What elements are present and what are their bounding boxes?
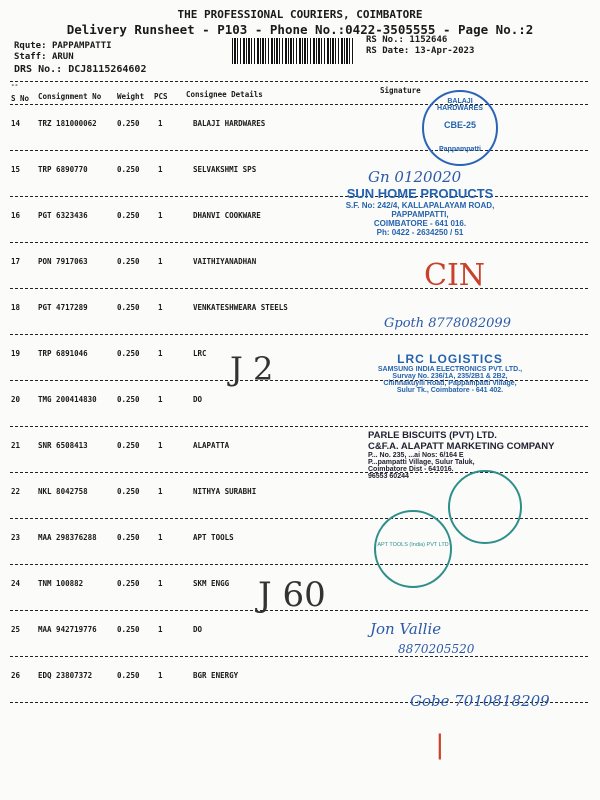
handwritten-r20: J 2 [230,350,274,388]
row-pcs: 1 [158,165,163,174]
route-label: Rqute: [14,41,47,51]
apt-stamp [374,510,452,588]
row-consignee: ALAPATTA [193,441,230,450]
row-sno: 21 [11,441,21,450]
staff-label: Staff: [14,52,47,62]
row-weight: 0.250 [117,119,140,128]
divider [10,426,588,427]
row-consignee: BGR ENERGY [193,671,239,680]
parle-stamp [368,430,568,480]
sun-home-name: SUN HOME PRODUCTS [346,186,494,201]
handwritten-r25b: Jon Vallie [370,620,442,638]
row-sno: 16 [11,211,21,220]
row-weight: 0.250 [117,257,140,266]
company-title: THE PROFESSIONAL COURIERS, COIMBATORE [177,8,423,21]
header-dashes: -- [11,82,19,89]
handwritten-r25a: J 60 [258,575,326,615]
parle-line2: C&F.A. ALAPATT MARKETING COMPANY [368,441,555,452]
row-consignee: SKM ENGG [193,579,230,588]
row-sno: 15 [11,165,21,174]
drs-value: DCJ8115264602 [68,64,147,75]
sun-home-line4: Ph: 0422 - 2634250 / 51 [376,228,464,237]
row-consignment: PGT 4717289 [38,303,88,312]
row-consignee: DO [193,395,203,404]
row-consignee: BALAJI HARDWARES [193,119,266,128]
col-details: Consignee Details [186,90,263,99]
row-pcs: 1 [158,303,163,312]
table-row [0,612,600,658]
row-sno: 18 [11,303,21,312]
row-sno: 25 [11,625,21,634]
row-consignee: NITHYA SURABHI [193,487,257,496]
row-pcs: 1 [158,579,163,588]
row-weight: 0.250 [117,441,140,450]
row-weight: 0.250 [117,533,140,542]
row-sno: 19 [11,349,21,358]
row-weight: 0.250 [117,349,140,358]
rs-date-line [366,46,474,56]
sun-home-stamp [335,186,505,237]
row-weight: 0.250 [117,579,140,588]
sun-home-line1: S.F. No: 242/4, KALLAPALAYAM ROAD, [345,201,495,210]
row-sno: 17 [11,257,21,266]
divider [10,564,588,565]
row-pcs: 1 [158,349,163,358]
row-consignee: LRC [193,349,207,358]
parle-line4: P...pampatti Village, Sulur Taluk, [368,459,475,466]
row-consignment: SNR 6508413 [38,441,88,450]
row-consignee: SELVAKSHMI SPS [193,165,257,174]
nithya-stamp [448,470,522,544]
handwritten-r18: Gpoth 8778082099 [384,316,511,331]
row-sno: 26 [11,671,21,680]
handwritten-r25c: 8870205520 [398,642,475,656]
divider [10,334,588,335]
parle-line5: Coimbatore Dist - 641016. [368,466,454,473]
row-pcs: 1 [158,625,163,634]
row-sno: 23 [11,533,21,542]
rs-no-label: RS No.: [366,35,404,45]
row-consignee: VENKATESHWEARA STEELS [193,303,288,312]
balaji-stamp [422,90,498,166]
rs-no-line [366,35,447,45]
barcode [232,38,354,64]
divider [10,81,588,82]
lrc-line2: Survay No. 236/1A, 235/2B1 & 2B2, [392,373,508,380]
row-weight: 0.250 [117,211,140,220]
row-weight: 0.250 [117,165,140,174]
balaji-stamp-bottom: Pappampatti [438,146,481,153]
rs-date-label: RS Date: [366,46,410,56]
divider [10,242,588,243]
row-consignment: TNM 100882 [38,579,84,588]
row-pcs: 1 [158,395,163,404]
row-weight: 0.250 [117,487,140,496]
col-weight: Weight [117,92,145,101]
runsheet-title: Delivery Runsheet - P103 - Phone No.:0422-3505555 - Page No.:2 [66,22,534,37]
lrc-line3: Chinnakuyili Road, Pappampatti Village, [383,380,517,387]
row-pcs: 1 [158,257,163,266]
drs-label: DRS No.: [14,64,63,75]
staff-value: ARUN [51,52,74,62]
rs-date-value: 13-Apr-2023 [414,46,475,56]
row-pcs: 1 [158,441,163,450]
parle-line6: 96553 60244 [368,473,409,480]
divider [10,288,588,289]
row-consignment: PGT 6323436 [38,211,88,220]
row-sno: 24 [11,579,21,588]
row-consignment: TMG 200414830 [38,395,97,404]
table-row [0,244,600,290]
parle-line3: P... No. 235, ...ai Nos: 6/164 E [368,452,464,459]
divider [10,656,588,657]
row-consignment: NKL 8042758 [38,487,88,496]
row-sno: 20 [11,395,21,404]
balaji-stamp-top: BALAJI HARDWARES [437,98,483,112]
row-consignment: EDQ 23807372 [38,671,93,680]
lrc-stamp [360,352,540,394]
table-row [0,152,600,198]
staff-line [14,52,74,62]
divider [10,150,588,151]
row-consignee: DO [193,625,203,634]
divider [10,104,588,105]
row-consignment: TRP 6890770 [38,165,88,174]
col-sno: S No [11,94,30,103]
handwritten-r15: Gn 0120020 [368,168,462,186]
row-pcs: 1 [158,211,163,220]
row-weight: 0.250 [117,671,140,680]
col-consignment: Consignment No [38,92,102,101]
route-value: PAPPAMPATTI [51,41,112,51]
row-pcs: 1 [158,119,163,128]
row-consignee: VAITHIYANADHAN [193,257,257,266]
row-consignee: DHANVI COOKWARE [193,211,261,220]
row-consignment: TRZ 181000062 [38,119,97,128]
lrc-line4: Sulur Tk., Coimbatore - 641 402. [396,387,504,394]
drs-line [14,64,146,75]
row-pcs: 1 [158,671,163,680]
apt-stamp-ring: APT TOOLS (India) PVT LTD [377,542,449,548]
col-signature: Signature [380,86,421,95]
balaji-stamp-center: CBE-25 [443,120,476,130]
row-pcs: 1 [158,487,163,496]
row-consignment: MAA 942719776 [38,625,97,634]
row-consignment: TRP 6891046 [38,349,88,358]
row-weight: 0.250 [117,395,140,404]
row-consignment: MAA 298376288 [38,533,97,542]
rs-no-value: 1152646 [409,35,448,45]
col-pcs: PCS [154,92,168,101]
row-consignee: APT TOOLS [193,533,234,542]
lrc-name: LRC LOGISTICS [397,352,503,366]
table-row [0,198,600,244]
handwritten-r26: Gobe 7010818209 [410,692,550,710]
handwritten-r17: CIN [424,258,486,293]
row-sno: 22 [11,487,21,496]
row-sno: 14 [11,119,21,128]
row-pcs: 1 [158,533,163,542]
sun-home-line2: PAPPAMPATTI, [391,210,449,219]
row-weight: 0.250 [117,303,140,312]
table-row [0,106,600,152]
row-weight: 0.250 [117,625,140,634]
sun-home-line3: COIMBATORE - 641 016. [373,219,467,228]
row-consignment: PON 7917063 [38,257,88,266]
lrc-line1: SAMSUNG INDIA ELECTRONICS PVT. LTD., [377,366,523,373]
handwritten-tail: | [432,730,448,760]
parle-line1: PARLE BISCUITS (PVT) LTD. [368,430,497,441]
route-line [14,41,112,51]
